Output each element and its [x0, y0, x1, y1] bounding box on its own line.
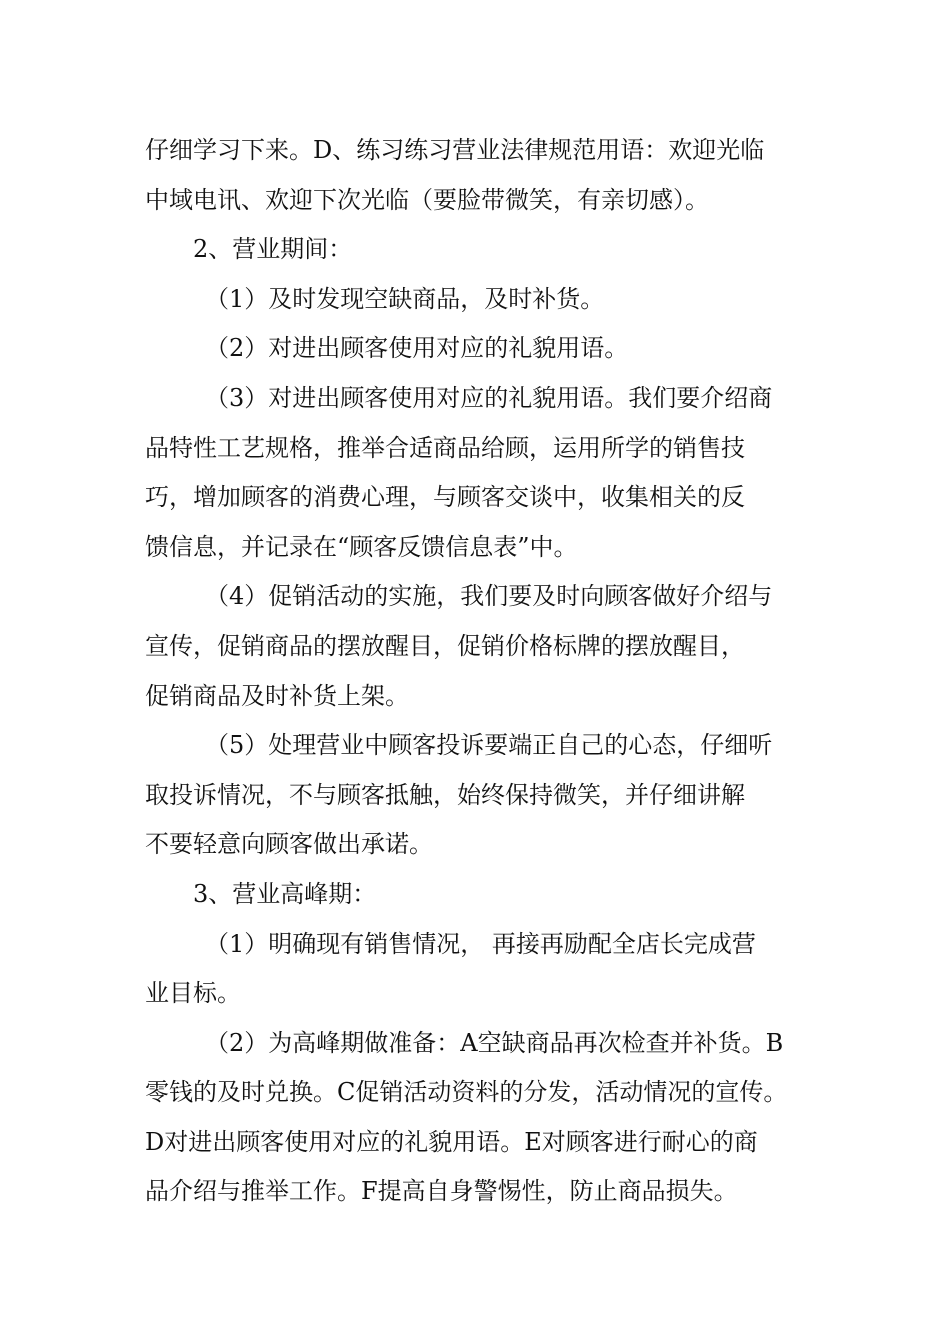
- paragraph-peak-item-2: [145, 1019, 825, 1217]
- paragraph-peak-item-1: [145, 920, 825, 1019]
- text-line: 3、营业高峰期：: [193, 879, 377, 908]
- text-line: 取投诉情况，不与顾客抵触，始终保持微笑，并仔细讲解: [145, 780, 745, 809]
- paragraph-greeting-terms: [145, 126, 825, 225]
- text-line: （4）促销活动的实施，我们要及时向顾客做好介绍与: [205, 582, 773, 611]
- text-line: 业目标。: [145, 979, 241, 1008]
- text-line: D对进出顾客使用对应的礼貌用语。E对顾客进行耐心的商: [145, 1127, 758, 1156]
- section-heading-peak-period: [145, 870, 825, 920]
- text-line: （3）对进出顾客使用对应的礼貌用语。我们要介绍商: [205, 383, 773, 412]
- text-line: （1）及时发现空缺商品，及时补货。: [205, 284, 605, 313]
- text-line: 宣传，促销商品的摆放醒目，促销价格标牌的摆放醒目，: [145, 631, 745, 660]
- paragraph-item-5: [145, 721, 825, 870]
- text-line: 馈信息，并记录在“顾客反馈信息表”中。: [145, 532, 578, 561]
- text-line: 品介绍与推举工作。F提高自身警惕性，防止商品损失。: [145, 1177, 738, 1206]
- text-line: 2、营业期间：: [193, 235, 353, 264]
- text-line: （2）对进出顾客使用对应的礼貌用语。: [205, 334, 629, 363]
- text-line: 品特性工艺规格，推举合适商品给顾，运用所学的销售技: [145, 433, 745, 462]
- text-line: 促销商品及时补货上架。: [145, 681, 409, 710]
- text-line: 零钱的及时兑换。C促销活动资料的分发，活动情况的宣传。: [145, 1078, 788, 1107]
- text-line: （5）处理营业中顾客投诉要端正自己的心态，仔细听: [205, 731, 773, 760]
- paragraph-item-2: [145, 324, 825, 374]
- paragraph-item-3: [145, 374, 825, 572]
- paragraph-item-4: [145, 572, 825, 721]
- text-line: 仔细学习下来。D、练习练习营业法律规范用语：欢迎光临: [145, 136, 765, 164]
- section-heading-business-hours: [145, 225, 825, 275]
- text-line: 中域电讯、欢迎下次光临（要脸带微笑，有亲切感）。: [145, 185, 709, 214]
- text-line: （1）明确现有销售情况， 再接再励配全店长完成营: [205, 929, 756, 958]
- text-line: （2）为高峰期做准备：A空缺商品再次检查并补货。B: [205, 1028, 784, 1057]
- text-line: 巧，增加顾客的消费心理，与顾客交谈中，收集相关的反: [145, 483, 745, 512]
- document-body: [145, 126, 825, 1217]
- paragraph-item-1: [145, 275, 825, 325]
- text-line: 不要轻意向顾客做出承诺。: [145, 830, 433, 859]
